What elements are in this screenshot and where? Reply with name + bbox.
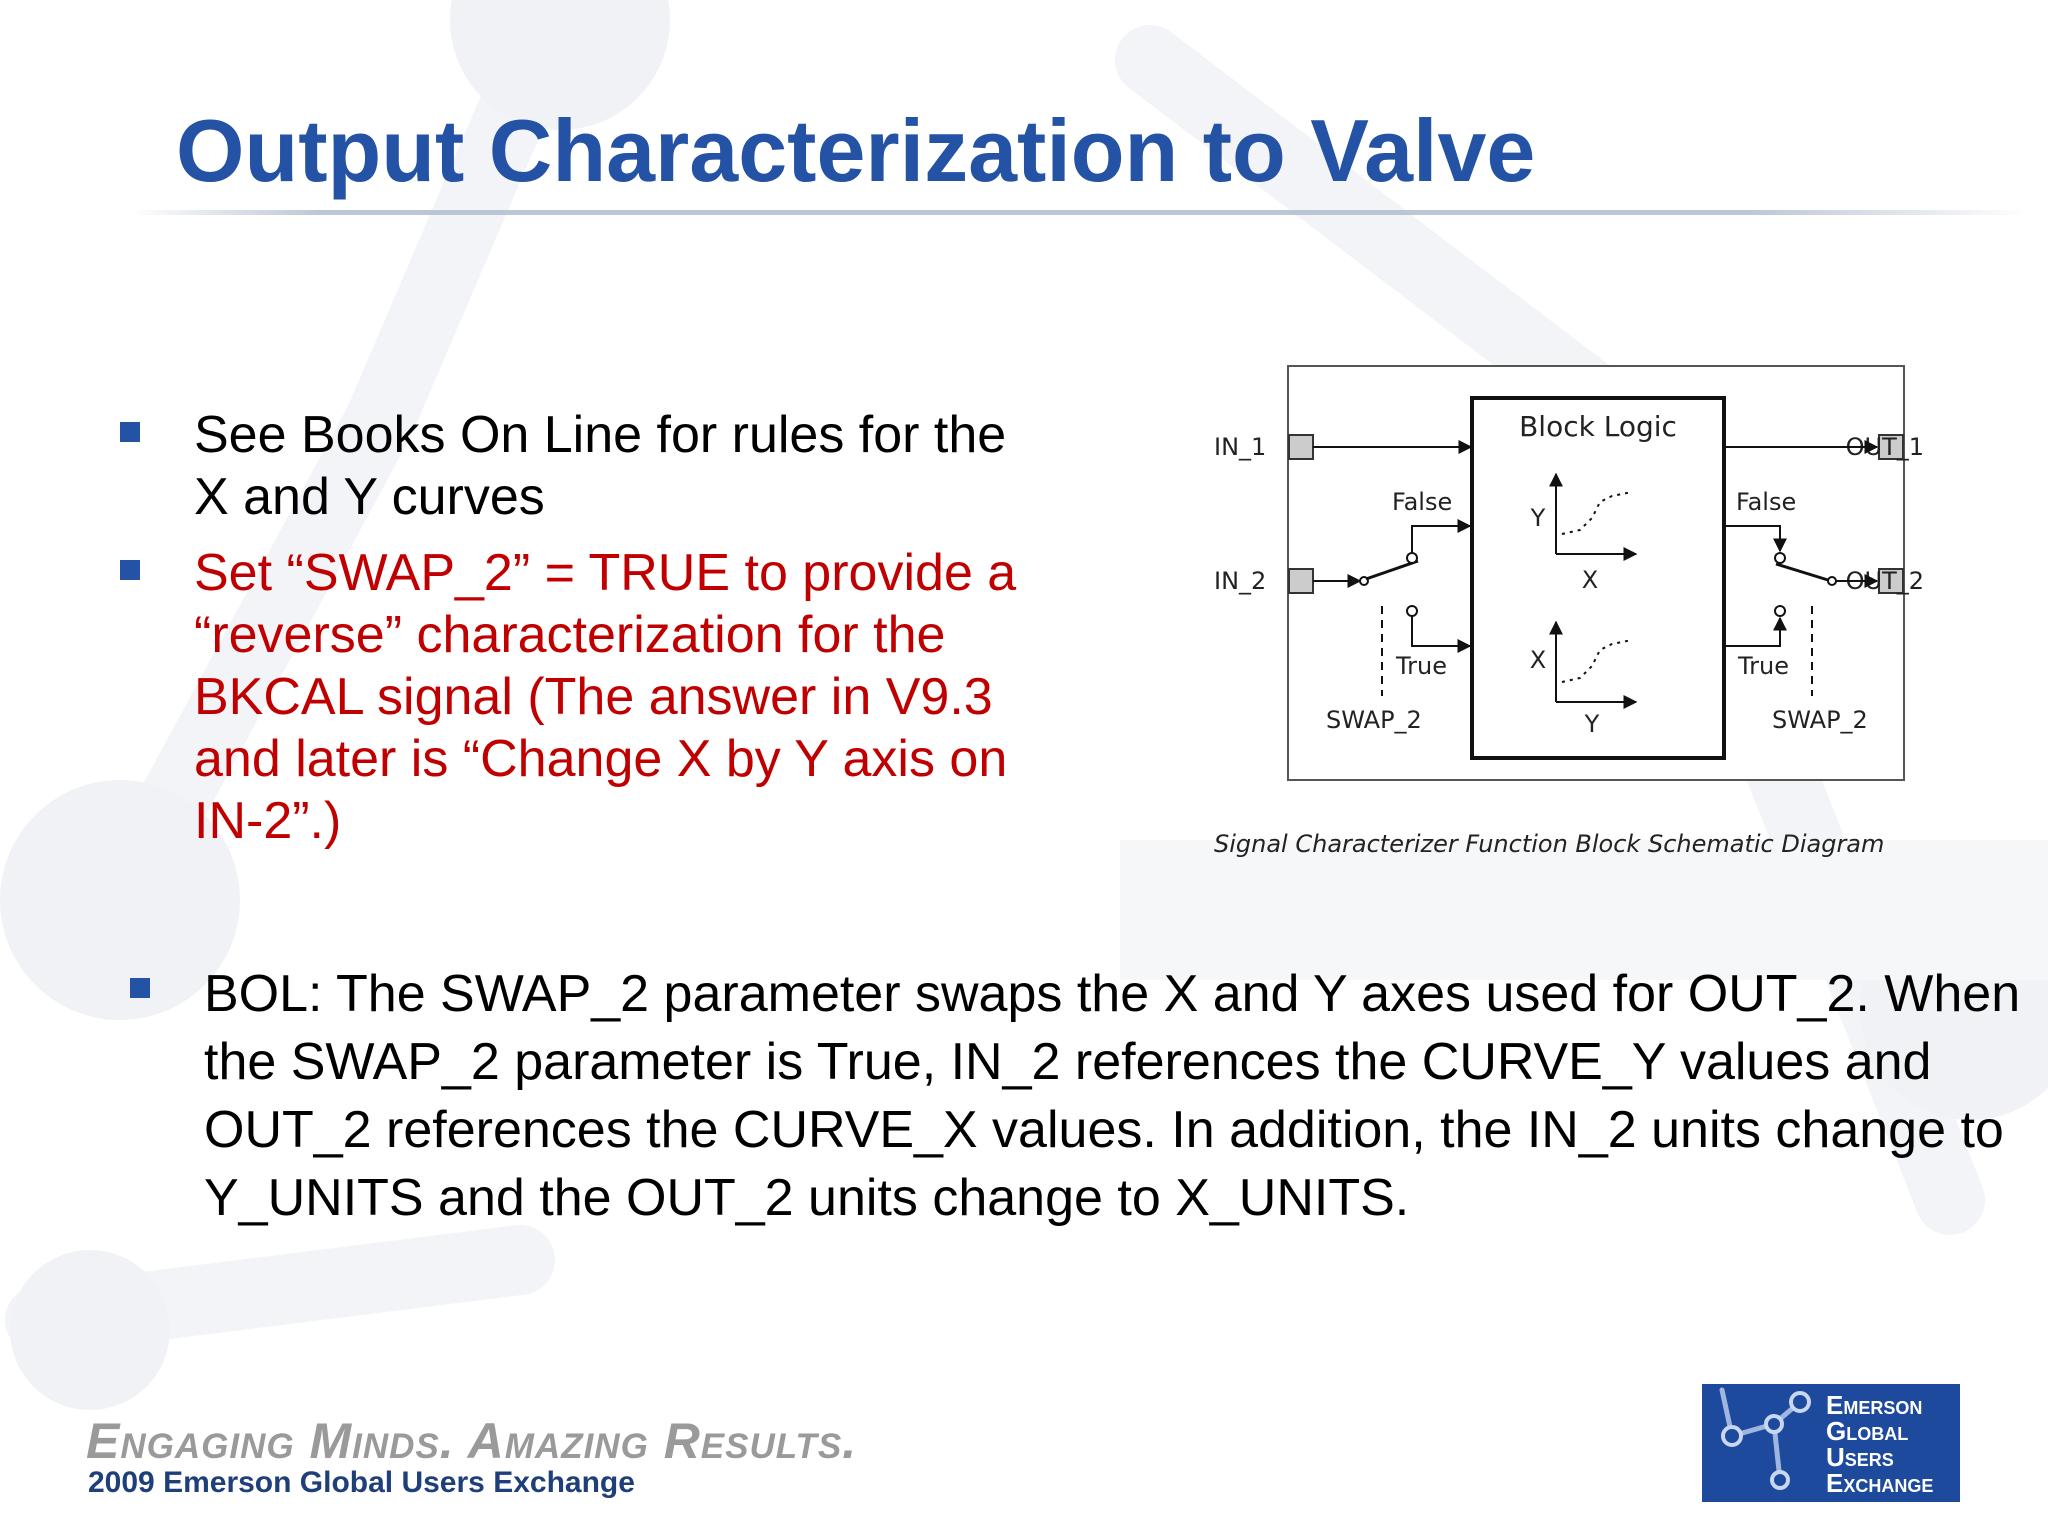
schematic-diagram <box>1200 356 1930 796</box>
left-switch-true-contact <box>1407 606 1417 616</box>
right-swap-label: SWAP_2 <box>1772 706 1868 734</box>
bullet-list-bottom <box>128 960 2028 1232</box>
footer-event-name: 2009 Emerson Global Users Exchange <box>88 1466 635 1499</box>
block-logic-label: Block Logic <box>1519 410 1677 443</box>
right-true-label: True <box>1738 652 1789 680</box>
logo-line-1: Emerson <box>1826 1390 1923 1420</box>
in-2-terminal <box>1289 569 1313 593</box>
diagram-caption: Signal Characterizer Function Block Schematic Diagram <box>1214 830 1885 858</box>
out-2-label: OUT_2 <box>1845 567 1924 595</box>
bullet-text: See Books On Line for rules for the X and Y curves <box>194 406 1007 526</box>
in-1-terminal <box>1289 435 1313 459</box>
logo-line-3: Users <box>1826 1442 1894 1472</box>
out-1-label: OUT_1 <box>1845 433 1924 461</box>
slide-title: Output Characterization to Valve <box>176 101 1536 200</box>
bullet-item-highlight <box>118 542 1018 852</box>
curve-2-y-label: X <box>1529 646 1547 674</box>
in-2-label: IN_2 <box>1214 567 1267 595</box>
bullet-item <box>128 960 2028 1232</box>
footer-tagline: Engaging Minds. Amazing Results. <box>86 1413 858 1469</box>
right-false-label: False <box>1736 488 1797 516</box>
logo-line-2: Global <box>1826 1416 1909 1446</box>
curve-1-y-label: Y <box>1530 504 1546 532</box>
right-switch-true-contact <box>1775 606 1785 616</box>
bullet-item <box>118 404 1018 528</box>
right-switch-pivot <box>1828 577 1836 585</box>
square-bullet-icon <box>130 978 150 998</box>
logo-line-4: Exchange <box>1826 1468 1934 1498</box>
curve-1-x-label: X <box>1581 566 1599 594</box>
curve-2-x-label: Y <box>1584 710 1600 738</box>
in-1-label: IN_1 <box>1214 433 1267 461</box>
square-bullet-icon <box>120 560 140 580</box>
bullet-list-top <box>118 404 1018 866</box>
title-divider <box>130 210 2030 215</box>
square-bullet-icon <box>120 422 140 442</box>
bullet-text: BOL: The SWAP_2 parameter swaps the X and Y axes used for OUT_2. When the SWAP_2 parameter is True, IN_2 references the CURVE_Y values and OUT_2 references the CURVE_X values. In addition, the IN_2 units change to Y_UNITS and the OUT_2 units change to X_UNITS. <box>204 965 2021 1227</box>
logo-wordmark <box>1826 1392 1933 1496</box>
left-swap-label: SWAP_2 <box>1326 706 1422 734</box>
left-false-label: False <box>1392 488 1453 516</box>
emerson-logo <box>1702 1384 1960 1502</box>
right-switch-false-contact <box>1775 553 1785 563</box>
bullet-text-highlight: Set “SWAP_2” = TRUE to provide a “reverse” characterization for the BKCAL signal (The answer in V9.3 and later is “Change X by Y axis on IN-2”.) <box>194 544 1017 850</box>
left-true-label: True <box>1396 652 1447 680</box>
left-switch-false-contact <box>1407 553 1417 563</box>
